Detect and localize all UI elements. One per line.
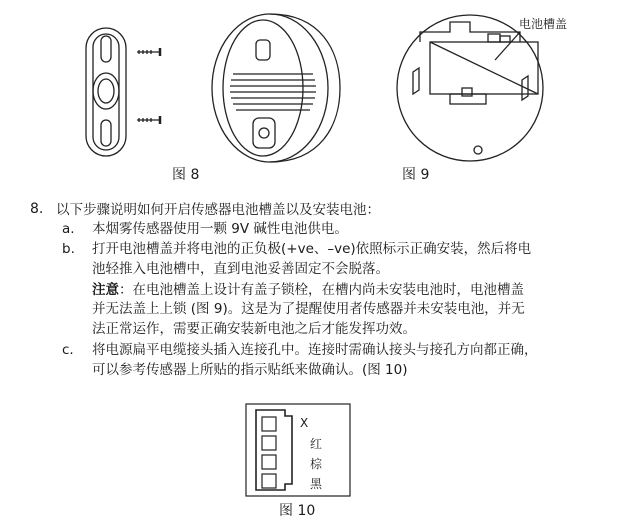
item-c-line-1: 将电源扁平电缆接头插入连接孔中。连接时需确认接头与接孔方向都正确， xyxy=(92,342,538,358)
mounting-bracket xyxy=(86,28,126,156)
figure-9-caption: 图 9 xyxy=(402,167,430,183)
note-line-1 xyxy=(92,281,524,299)
figure-8-drawing xyxy=(80,8,350,168)
figure-8-caption: 图 8 xyxy=(172,167,200,183)
pin-1 xyxy=(262,417,276,431)
item-b-letter: b. xyxy=(62,241,75,257)
screw-top xyxy=(137,48,160,56)
connector-label-black: 黑 xyxy=(310,477,323,491)
item-b-line-2: 池轻推入电池槽中，直到电池妥善固定不会脱落。 xyxy=(92,261,389,277)
note-label: 注意 xyxy=(92,282,119,298)
note-line-3: 法正常运作，需要正确安装新电池之后才能发挥功效。 xyxy=(92,321,416,337)
item-c-line-2: 可以参考传感器上所贴的指示贴纸来做确认。(图 10) xyxy=(92,362,408,378)
detector-side-view xyxy=(270,14,340,162)
item-a-letter: a. xyxy=(62,221,75,237)
pin-3 xyxy=(262,455,276,469)
step-title: 以下步骤说明如何开启传感器电池槽盖以及安装电池： xyxy=(56,202,380,218)
screw-bottom xyxy=(137,116,160,124)
note-line-2: 并无法盖上上锁 (图 9)。这是为了提醒使用者传感器并未安装电池，并无 xyxy=(92,301,525,317)
step-number: 8. xyxy=(30,201,44,217)
pin-4 xyxy=(262,474,276,488)
figure-10-caption: 图 10 xyxy=(279,503,316,519)
item-c-letter: c. xyxy=(62,342,74,358)
item-b-line-1: 打开电池槽盖并将电池的正负极(+ve、–ve)依照标示正确安装，然后将电 xyxy=(92,241,532,257)
connector-label-red: 红 xyxy=(310,437,323,451)
figure-9-drawing xyxy=(390,8,570,168)
connector-label-x: X xyxy=(300,416,309,430)
battery-cover-callout: 电池槽盖 xyxy=(519,17,568,31)
pin-2 xyxy=(262,436,276,450)
note-text-1: ：在电池槽盖上设计有盖子锁栓，在槽内尚未安装电池时，电池槽盖 xyxy=(119,282,524,298)
item-a-line-1: 本烟雾传感器使用一颗 9V 碱性电池供电。 xyxy=(92,221,348,237)
connector-label-brown: 棕 xyxy=(310,457,323,471)
